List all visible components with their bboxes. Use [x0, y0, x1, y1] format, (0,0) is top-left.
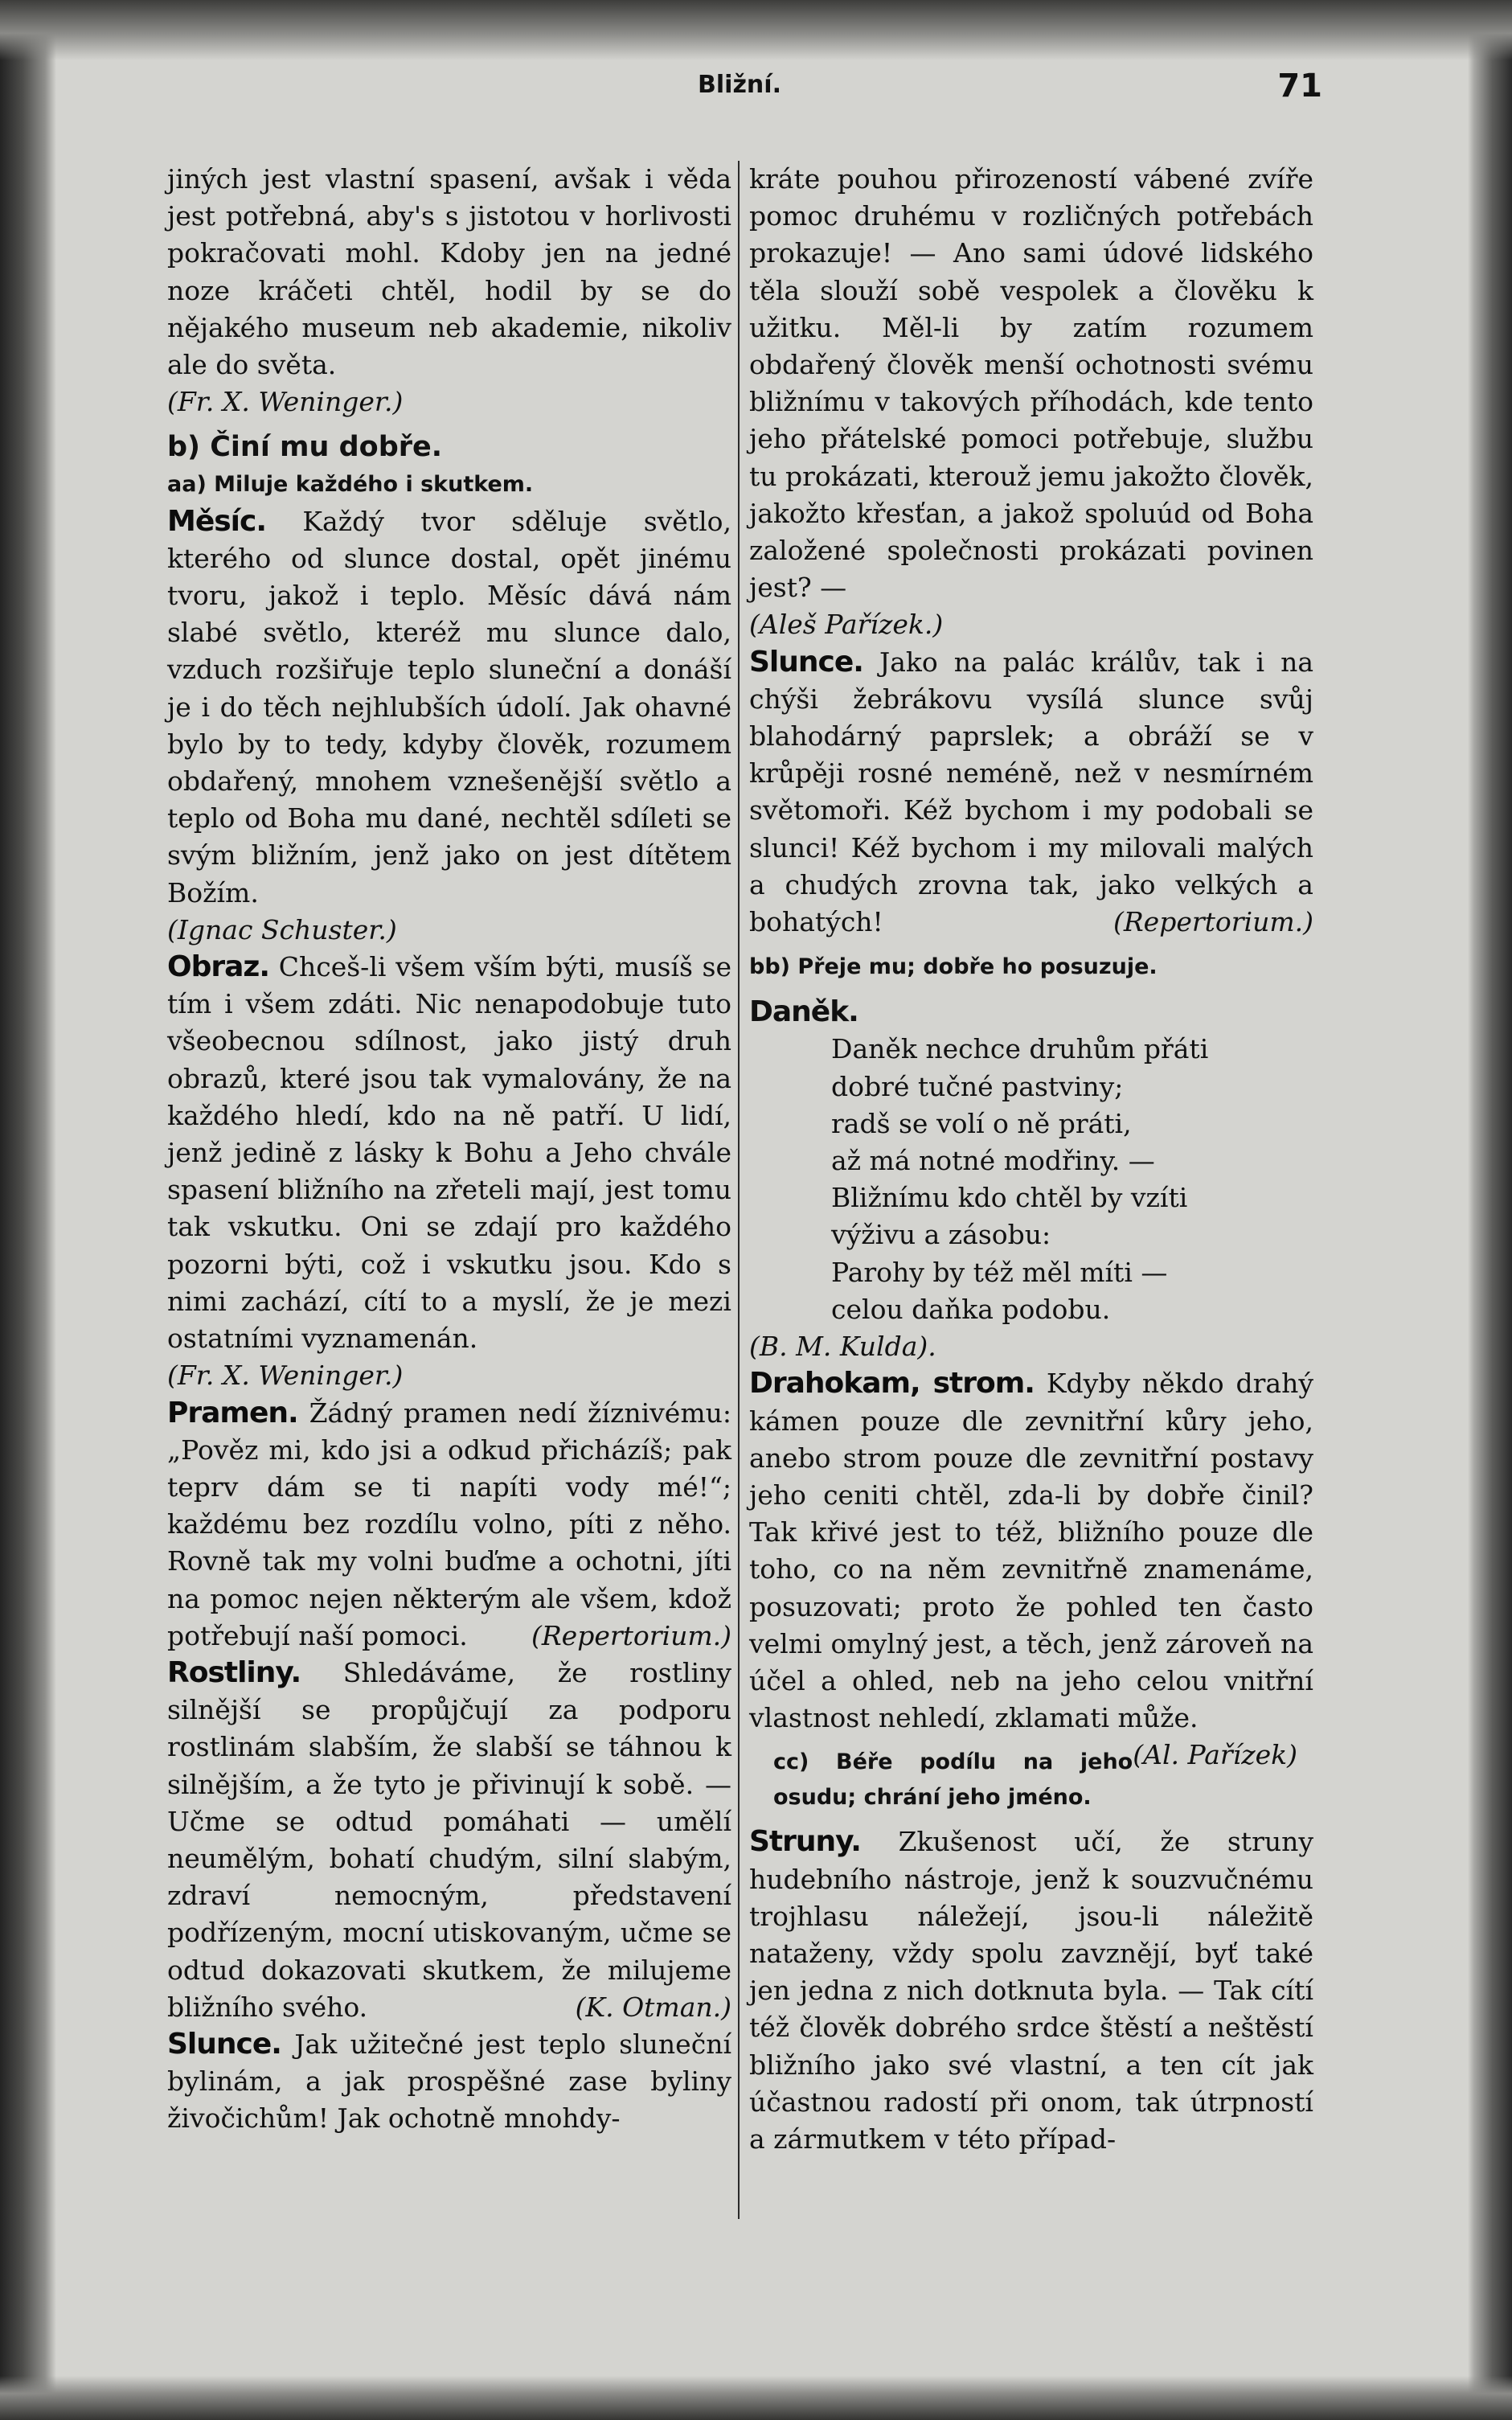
entry-term: Měsíc.: [167, 504, 267, 538]
entry-term: Struny.: [749, 1825, 861, 1859]
entry: [167, 1395, 731, 1655]
entry-text: Jako na palác králův, tak i na chýši žebrákovu vysílá slunce svůj blahodárný paprslek; a obráží se v krůpěji rosné neméně, než v nesmírném světomoři. Kéž bychom i my podobali se slunci! Kéž bychom i my milovali malých a chudých zrovna tak, jako velkých a bohatých!: [749, 646, 1313, 938]
right-column: [749, 161, 1313, 2158]
scan-edge-left: [0, 0, 56, 2420]
poem-line: výživu a zásobu:: [831, 1219, 1051, 1251]
subsection-heading: cc) Béře podílu na jeho osudu; chrání jeho jméno.: [773, 1749, 1133, 1811]
attribution: (Fr. X. Weninger.): [167, 386, 404, 418]
attribution: (Ignac Schuster.): [167, 913, 397, 945]
attribution: (Al. Pařízek): [1133, 1739, 1297, 1771]
page-number: 71: [1277, 68, 1322, 105]
entry: [167, 949, 731, 1357]
scan-edge-top: [0, 0, 1512, 60]
entry-term: Slunce.: [167, 2027, 281, 2061]
attribution: (Repertorium.): [531, 1619, 731, 1651]
entry: [167, 503, 731, 912]
poem-line: Parohy by též měl míti —: [831, 1256, 1168, 1288]
poem-line: dobré tučné pastviny;: [831, 1070, 1124, 1102]
attribution: (Aleš Pařízek.): [749, 609, 944, 641]
entry-text: Kdyby někdo drahý kámen pouze dle zevnitřní kůry jeho, anebo strom pouze dle zevnitřní postavy jeho ceniti chtěl, zda-li by dobře činil? Tak křivé jest to též, bližního pouze dle toho, co na něm zevnitřně znamenáme, posuzovati; proto že pohled ten často velmi omylný jest, a těch, jenž zároveň na účel a ohled, neb na jeho celou vnitřní vlastnost nehledí, zklamati může.: [749, 1368, 1313, 1734]
attribution: (B. M. Kulda).: [749, 1331, 936, 1363]
poem: [831, 1031, 1313, 1328]
left-paragraph-continued: jiných jest vlastní spasení, avšak i věda jest potřebná, aby's s jistotou v horlivosti pokračovati mohl. Kdoby jen na jedné noze kráčeti chtěl, hodil by se do nějakého museum neb akademie, nikoliv ale do světa.: [167, 163, 731, 381]
poem-line: radš se volí o ně práti,: [831, 1107, 1132, 1139]
poem-line: až má notné modřiny. —: [831, 1145, 1155, 1177]
left-column: [167, 161, 731, 2138]
entry-term: Pramen.: [167, 1396, 298, 1429]
entry-text: Jak užitečné jest teplo sluneční bylinám, a jak prospěšné zase byliny živočichům! Jak ochotně mnohdy-: [167, 2028, 731, 2135]
entry-text: Zkušenost učí, že struny hudebního nástroje, jenž k souzvučnému trojhlasu náležejí, jsou-li náležitě nataženy, vždy spolu zavznějí, byť také jen jedna z nich dotknuta byla. — Tak cítí též člověk dobrého srdce štěstí a neštěstí bližního jako své vlastní, a ten cít jak účastnou radostí při onom, tak útrpností a zármutkem v této případ-: [749, 1826, 1313, 2155]
entry: [749, 1823, 1313, 2158]
subsection-heading: bb) Přeje mu; dobře ho posuzuje.: [749, 954, 1158, 980]
attribution: (Fr. X. Weninger.): [167, 1360, 404, 1392]
scan-edge-right: [1468, 0, 1512, 2420]
poem-line: celou daňka podobu.: [831, 1293, 1111, 1325]
entry-text: Chceš-li všem vším býti, musíš se tím i všem zdáti. Nic nenapodobuje tuto všeobecnou sdílnost, jako jistý druh obrazů, které jsou tak vymalovány, že na každého hledí, kdo na ně patří. U lidí, jenž jedině z lásky k Bohu a Jeho chvále spasení bližního na zřeteli mají, jest tomu tak vskutku. Oni se zdají pro každého pozorni býti, což i vskutku jsou. Kdo s nimi zachází, cítí to a myslí, že je mezi ostatními vyznamenán.: [167, 951, 731, 1355]
entry-term: Drahokam, strom.: [749, 1367, 1035, 1401]
column-divider: [738, 161, 740, 2219]
entry: [749, 644, 1313, 941]
right-paragraph-continued: kráte pouhou přirozeností vábené zvíře pomoc druhému v rozličných potřebách prokazuje! — Ano sami údové lidského těla slouží sobě vespolek a člověku k užitku. Měl-li by zatím rozumem obdařený člověk menší ochotnosti svému bližnímu v takových příhodách, kde tento jeho přátelské pomoci potřebuje, službu tu prokázati, kterouž jemu jakožto člověk, jakožto křesťan, a jakož spoluúd od Boha založené společnosti prokázati povinen jest? —: [749, 163, 1313, 604]
subsection-heading: aa) Miluje každého i skutkem.: [167, 471, 534, 497]
attribution: (Repertorium.): [1112, 906, 1313, 938]
poem-line: Daněk nechce druhům přáti: [831, 1033, 1209, 1065]
entry-text: Každý tvor sděluje světlo, kterého od slunce dostal, opět jinému tvoru, jakož i teplo. Měsíc dává nám slabé světlo, kteréž mu slunce dalo, vzduch rozšiřuje teplo sluneční a donáší je i do těch nejhlubších údolí. Jak ohavné bylo by to tedy, kdyby člověk, rozumem obdařený, mnohem vznešenější světlo a teplo od Boha mu dané, nechtěl sdíleti se svým bližním, jenž jako on jest dítětem Božím.: [167, 505, 731, 909]
poem-line: Bližnímu kdo chtěl by vzíti: [831, 1182, 1188, 1214]
entry: [167, 2026, 731, 2138]
entry-term: Slunce.: [749, 645, 863, 679]
attribution: (K. Otman.): [575, 1991, 731, 2023]
scan-edge-bottom: [0, 2376, 1512, 2420]
entry-term: Rostliny.: [167, 1655, 301, 1689]
running-header: Bližní.: [698, 71, 781, 99]
entry: [749, 1365, 1313, 1771]
poem-title: Daněk.: [749, 995, 858, 1029]
section-heading: b) Činí mu dobře.: [167, 431, 443, 464]
entry-text: Žádný pramen nedí žíznivému: „Pověz mi, kdo jsi a odkud přicházíš; pak teprv dám se ti napíti vody mé!“; každému bez rozdílu volno, píti z něho. Rovně tak my volni buďme a ochotni, jíti na pomoc nejen některým ale všem, kdož potřebují naší pomoci.: [167, 1397, 731, 1651]
entry-term: Obraz.: [167, 950, 270, 984]
entry-text: Shledáváme, že rostliny silnější se propůjčují za podporu rostlinám slabším, že slabší se táhnou k silnějším, a že tyto je přivinují k sobě. — Učme se odtud pomáhati — umělí neumělým, bohatí chudým, silní slabým, zdraví nemocným, představení podřízeným, mocní utiskovaným, učme se odtud dokazovati skutkem, že milujeme bližního svého.: [167, 1656, 731, 2023]
entry: [167, 1655, 731, 2026]
